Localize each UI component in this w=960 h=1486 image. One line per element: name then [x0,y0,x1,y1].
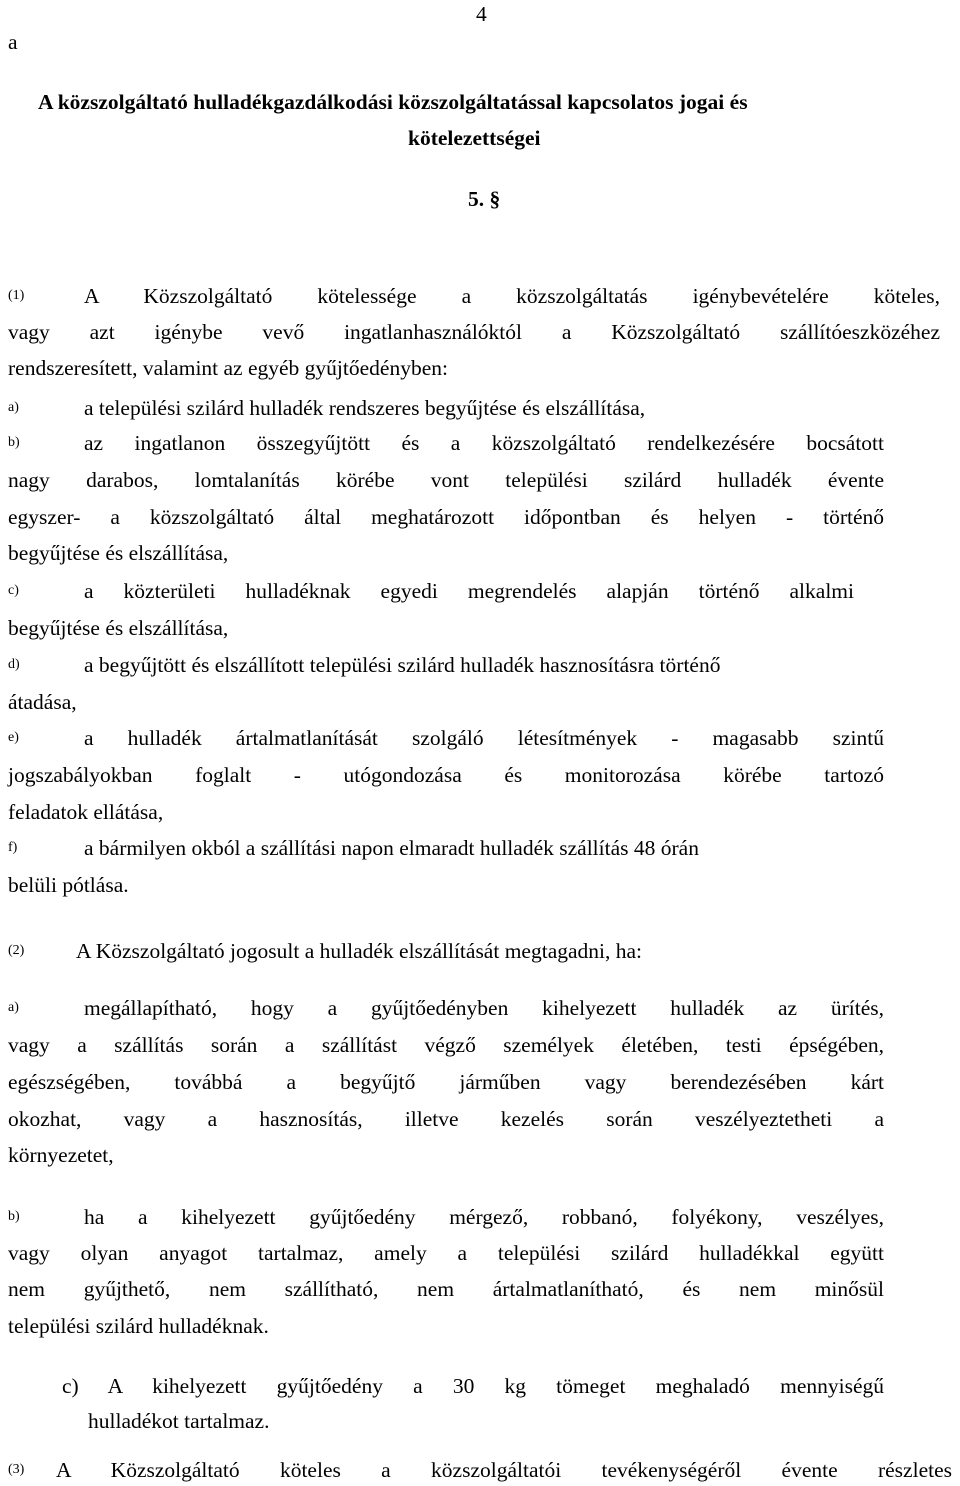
paragraph-2-line-1: A Közszolgáltató jogosult a hulladék elszállítását megtagadni, ha: [76,939,643,963]
paragraph-1-line-1: A Közszolgáltató kötelessége a közszolgáltatás igénybevételére köteles, [84,284,940,308]
section-number: 5. § [468,187,501,211]
item-1c-marker: c) [8,583,19,598]
item-1b-line-3: egyszer- a közszolgáltató által meghatározott időpontban és helyen - történő [8,505,884,529]
item-1e-line-1: a hulladék ártalmatlanítását szolgáló létesítmények - magasabb szintű [84,726,884,750]
item-1b-line-2: nagy darabos, lomtalanítás körébe vont települési szilárd hulladék évente [8,468,884,492]
paragraph-2-marker: (2) [8,943,25,958]
item-1a-marker: a) [8,400,19,415]
item-1e-marker: e) [8,730,19,745]
item-2a-line-5: környezetet, [8,1143,114,1167]
heading-line-1: A közszolgáltató hulladékgazdálkodási közszolgáltatással kapcsolatos jogai és [38,90,748,114]
item-1e-line-2: jogszabályokban foglalt - utógondozása és monitorozása körébe tartozó [8,763,884,787]
paragraph-1-line-3: rendszeresített, valamint az egyéb gyűjtőedényben: [8,356,448,380]
item-2b-marker: b) [8,1209,20,1224]
item-2a-marker: a) [8,1000,19,1015]
item-1c-line-2: begyűjtése és elszállítása, [8,616,229,640]
item-1a-text: a települési szilárd hulladék rendszeres begyűjtése és elszállítása, [84,396,646,420]
item-1d-line-1: a begyűjtött és elszállított települési szilárd hulladék hasznosításra történő [84,653,721,677]
item-1d-marker: d) [8,657,20,672]
item-2b-line-4: települési szilárd hulladéknak. [8,1314,269,1338]
item-2a-line-3: egészségében, továbbá a begyűjtő járműben vagy berendezésében kárt [8,1070,884,1094]
heading-line-2: kötelezettségei [408,126,541,150]
paragraph-3-line-1: A Közszolgáltató köteles a közszolgáltatói tevékenységéről évente részletes [56,1458,952,1482]
stray-character: a [8,30,18,54]
item-2b-line-1: ha a kihelyezett gyűjtőedény mérgező, robbanó, folyékony, veszélyes, [84,1205,884,1229]
paragraph-1-marker: (1) [8,288,25,303]
item-1e-line-3: feladatok ellátása, [8,800,164,824]
item-2a-line-1: megállapítható, hogy a gyűjtőedényben kihelyezett hulladék az ürítés, [84,996,884,1020]
item-1b-line-4: begyűjtése és elszállítása, [8,541,229,565]
page-number: 4 [476,2,487,26]
item-1c-line-1: a közterületi hulladéknak egyedi megrendelés alapján történő alkalmi [84,579,854,603]
item-1f-marker: f) [8,840,18,855]
paragraph-3-marker: (3) [8,1462,25,1477]
item-2c-line-1: c) A kihelyezett gyűjtőedény a 30 kg tömeget meghaladó mennyiségű [62,1374,884,1398]
item-1f-line-2: belüli pótlása. [8,873,129,897]
item-2a-line-4: okozhat, vagy a hasznosítás, illetve kezelés során veszélyeztetheti a [8,1107,884,1131]
item-2c-line-2: hulladékot tartalmaz. [88,1409,270,1433]
item-1b-line-1: az ingatlanon összegyűjtött és a közszolgáltató rendelkezésére bocsátott [84,431,884,455]
paragraph-1-line-2: vagy azt igénybe vevő ingatlanhasználóktól a Közszolgáltató szállítóeszközéhez [8,320,940,344]
item-1f-line-1: a bármilyen okból a szállítási napon elmaradt hulladék szállítás 48 órán [84,836,699,860]
item-2b-line-2: vagy olyan anyagot tartalmaz, amely a települési szilárd hulladékkal együtt [8,1241,884,1265]
item-2a-line-2: vagy a szállítás során a szállítást végző személyek életében, testi épségében, [8,1033,884,1057]
item-2b-line-3: nem gyűjthető, nem szállítható, nem ártalmatlanítható, és nem minősül [8,1277,884,1301]
item-1b-marker: b) [8,435,20,450]
item-1d-line-2: átadása, [8,690,77,714]
